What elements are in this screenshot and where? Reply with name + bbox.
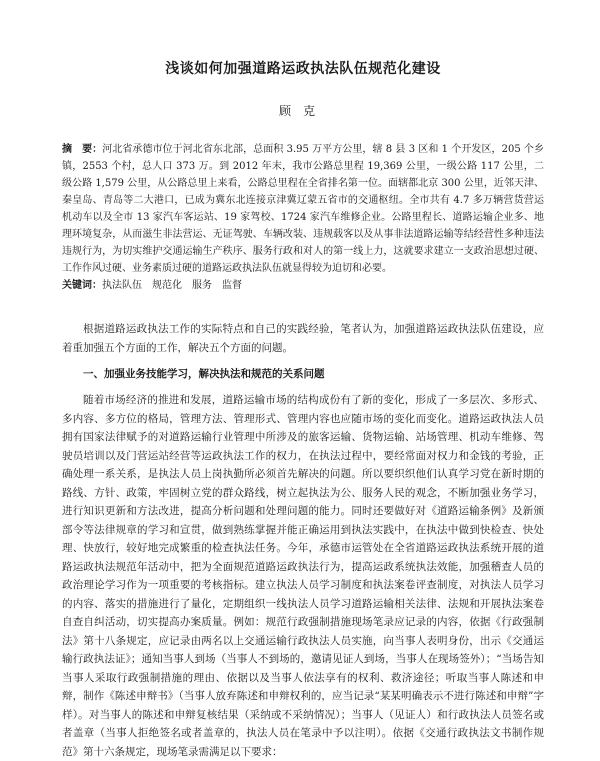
abstract (62, 141, 544, 277)
abstract-label: 摘 要： (62, 144, 103, 155)
abstract-text: 河北省承德市位于河北省东北部，总面积 3.95 万平方公里，辖 8 县 3 区和 1 个开发区，205 个乡镇，2553 个村，总人口 373 万。到 2012 年末，我市公路总里程 19,369 公里，一级公路 117 公里，二级公路 1,579 公里，从公路总里上来看，公路总里程在全省排名第一位。面辖都北京 300 公里，近邻天津、秦皇岛、青岛等二大港口，已成为冀东北连接京津冀辽蒙五省市的交通枢纽。全市共有 4.7 多万辆营货营运机动车以及全市 13 家汽车客运站、19 家驾校、1724 家汽车维修企业。公路里程长、道路运输企业多、地理环境复杂，从而滋生非法营运、无证驾驶、车辆改装、违规载客以及从事非法道路运输等结经营性多种违法违规行为，为切实维护交通运输生产秩序、服务行政和对人的第一线上力，这就要求建立一支政治思想过硬、工作作风过硬、业务素质过硬的道路运政执法队伍就显得较为迫切和必要。 (62, 144, 544, 274)
section-heading: 一、加强业务技能学习，解决执法和规范的关系问题 (83, 368, 325, 380)
keyword: 规范化 (152, 280, 182, 291)
keyword: 监督 (222, 280, 242, 291)
author-name: 顾克 (278, 104, 327, 118)
keywords-label: 关键词： (62, 280, 102, 291)
intro-paragraph: 根据道路运政执法工作的实际特点和自己的实践经验，笔者认为，加强道路运政执法队伍建设，应着重加强五个方面的工作，解决五个方面的问题。 (62, 323, 544, 354)
keywords (62, 277, 544, 294)
keyword: 服务 (192, 280, 212, 291)
keyword: 执法队伍 (102, 280, 142, 291)
section-paragraph: 随着市场经济的推进和发展，道路运输市场的结构成份有了新的变化，形成了一多层次、多形式、多内容、多方位的格局，管理方法、管理形式、管理内容也应随市场的变化而变化。道路运政执法人员拥有国家法律赋予的对道路运输行业管理中所涉及的旅客运输、货物运输、站场管理、机动车维修、驾驶员培训以及门营运站经营等运政执法工作的权力，在执法过程中，要经常面对权力和金钱的考验，正确处理一系关系，是执法人员上岗执勤所必须首先解决的问题。所以要织织他们认真学习党在新时期的路线、方针、政策，牢固树立党的群众路线，树立起执法为公、服务人民的观念，不断加强业务学习，进行知识更新和方法改进，提高分析问题和处理问题的能力。同时还要做好对《道路运输条例》及新颁部令等法律规章的学习和宣贯，做到熟练掌握并能正确运用到执法实践中，在执法中做到快检查、快处理、快放行，较好地完成繁重的检查执法任务。今年，承德市运管处在全省道路运政执法系统开展的道路运政执法规范年活动中，把为全面规范道路运政执法行为，提高运政系统执法效能，加强稽查人员的政治理论学习作为一项重要的考核指标。建立执法人员学习制度和执法案卷评查制度，对执法人员学习的内容、落实的措施进行了量化，定期组织一线执法人员学习道路运输相关法律、法规和开展执法案卷自查自纠活动，切实提高办案质量。例如：规范行政强制措施现场笔录应记录的内容，依据《行政强制法》第十八条规定，应记录由两名以上交通运输行政执法人员实施，向当事人表明身份，出示《交通运输行政执法证》；通知当事人到场（当事人不到场的，邀请见证人到场，当事人在现场签外）；“当场告知当事人采取行政强制措施的理由、依据以及当事人依法享有的权利、救济途径；听取当事人陈述和申辩，制作《陈述申辩书》（当事人放弃陈述和申辩权利的，应当记录“某某明确表示不进行陈述和申辩”字样）。对当事人的陈述和申辩复核结果（采纳或不采纳情况）；当事人（见证人）和行政执法人员签名或者盖章（当事人拒绝签名或者盖章的，执法人员在笔录中予以注明）。依据《交通行政执法文书制作规范》第十六条规定，现场笔录需满足以下要求： (62, 394, 544, 758)
paper-title: 浅谈如何加强道路运政执法队伍规范化建设 (165, 61, 441, 77)
